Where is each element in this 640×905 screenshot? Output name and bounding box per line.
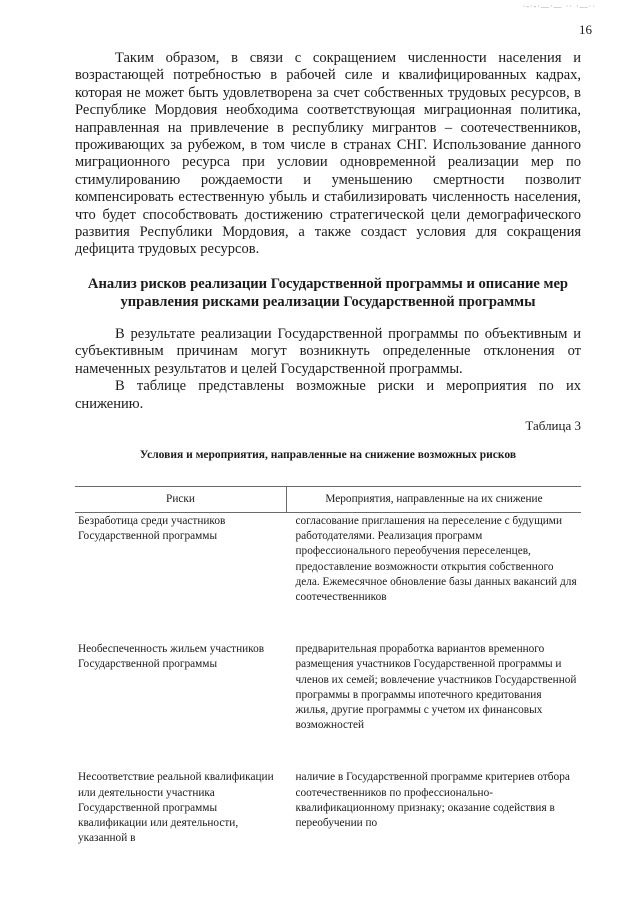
paragraph-deviations: В результате реализации Государственной программы по объективным и субъективным причинам могут возникнуть определенные отклонения от намеченных результатов и целей Государственной программы.: [75, 325, 581, 377]
measure-cell: согласование приглашения на переселение с будущими работодателями. Реализация программ профессионального переобучения переселенцев, предоставление возможности открытия собственного дела. Ежемесячное обновление базы данных вакансий для соотечественников: [295, 514, 577, 603]
document-body: [75, 50, 581, 882]
measure-cell: предварительная проработка вариантов временного размещения участников Государственной программы и членов их семей; вовлечение участников Государственной программы в программы ипотечного кредитования жилья, другие программы с учетом их финансовых возможностей: [295, 643, 577, 732]
table-label: Таблица 3: [525, 417, 581, 433]
table-title: Условия и мероприятия, направленные на снижение возможных рисков: [139, 449, 517, 462]
scan-artifact: ·-·-·—·— ·· ·—··: [522, 2, 596, 11]
risk-cell: Безработица среди участников Государственной программы: [78, 514, 226, 543]
measure-cell: наличие в Государственной программе критериев отбора соотечественников по профессионально-квалификационному признаку; оказание содействия в переобучении по: [295, 771, 570, 829]
column-header-risks: Риски: [75, 486, 287, 512]
page-number: 16: [579, 22, 592, 37]
paragraph-table-intro: В таблице представлены возможные риски и мероприятия по их снижению.: [75, 378, 581, 412]
risk-table: [75, 486, 581, 883]
paragraph-migration-policy: Таким образом, в связи с сокращением численности населения и возрастающей потребностью в рабочей силе и квалифицированных кадрах, которая не может быть удовлетворена за счет собственных трудовых ресурсов, в Республике Мордовия необходима соответствующая миграционная политика, направленная на привлечение в республику мигрантов – соотечественников, проживающих за рубежом, в том числе в странах СНГ. Использование данного миграционного ресурса при условии одновременной реализации мер по стимулированию рождаемости и уменьшению смертности позволит компенсировать естественную убыль и стабилизировать численность населения, что будет способствовать достижению стратегической цели демографического развития Республики Мордовия, а также создаст условия для сокращения дефицита трудовых ресурсов.: [75, 50, 581, 258]
table-row: [75, 769, 581, 882]
section-heading: Анализ рисков реализации Государственной программы и описание мер управления рисками реализации Государственной программы: [87, 275, 569, 310]
table-row: [75, 512, 581, 641]
table-header-row: [75, 486, 581, 512]
risk-cell: Несоответствие реальной квалификации или деятельности участника Государственной программы квалификации или деятельности, указанной в: [78, 771, 274, 845]
table-row: [75, 641, 581, 769]
column-header-measures: Мероприятия, направленные на их снижение: [287, 486, 582, 512]
risk-cell: Необеспеченность жильем участников Государственной программы: [78, 643, 265, 671]
